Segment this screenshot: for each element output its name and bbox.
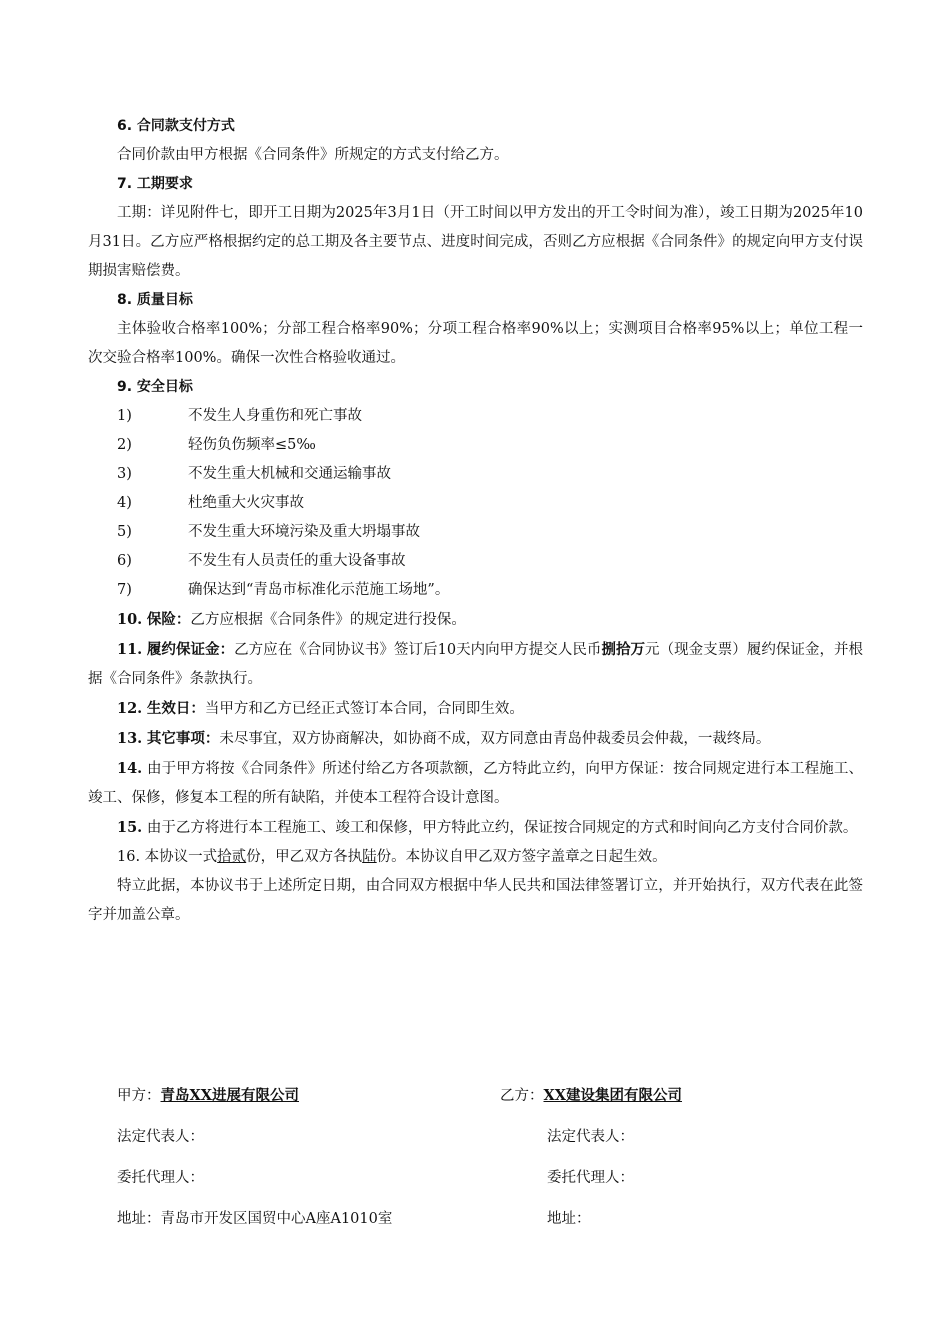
- safety-item-number: 5): [117, 524, 132, 540]
- section-6-text: 合同价款由甲方根据《合同条件》所规定的方式支付给乙方。: [117, 147, 509, 163]
- section-12: [88, 694, 863, 724]
- safety-item: [88, 460, 863, 489]
- section-12-text: 当甲方和乙方已经正式签订本合同，合同即生效。: [204, 701, 524, 717]
- section-11-number: 11.: [117, 641, 143, 658]
- section-16-each: 陆: [362, 849, 377, 865]
- party-a-name: 青岛XX进展有限公司: [160, 1087, 299, 1104]
- safety-item-text: 不发生有人员责任的重大设备事故: [188, 553, 406, 569]
- section-13-label: 其它事项：: [146, 730, 220, 747]
- section-15-number: 15.: [117, 819, 143, 836]
- party-b-label: 乙方：: [500, 1088, 544, 1104]
- section-11-amount: 捌拾万: [601, 641, 646, 658]
- party-a-label: 甲方：: [117, 1088, 161, 1104]
- section-13: [88, 724, 863, 754]
- party-b-name-line: [500, 1086, 682, 1106]
- party-b-name: XX建设集团有限公司: [543, 1087, 682, 1104]
- safety-item-number: 4): [117, 495, 132, 511]
- safety-item-text: 确保达到“青岛市标准化示范施工场地”。: [188, 582, 450, 598]
- section-6-heading: 6. 合同款支付方式: [117, 118, 235, 134]
- safety-item-number: 3): [117, 466, 132, 482]
- section-9-heading: 9. 安全目标: [117, 379, 193, 395]
- section-16-text-pre: 16. 本协议一式: [117, 849, 218, 865]
- section-16-text-post: 份。本协议自甲乙双方签字盖章之日起生效。: [376, 849, 667, 865]
- section-16-copies: 拾贰: [217, 849, 247, 865]
- safety-item: [88, 431, 863, 460]
- section-11-label: 履约保证金：: [146, 641, 235, 658]
- contract-body: [88, 112, 863, 930]
- section-15: [88, 813, 863, 843]
- party-a-representative: 法定代表人：: [117, 1129, 204, 1145]
- safety-item-text: 杜绝重大火灾事故: [188, 495, 304, 511]
- section-16: [88, 843, 863, 872]
- safety-item-number: 2): [117, 437, 132, 453]
- section-16-text-mid: 份，甲乙双方各执: [246, 849, 363, 865]
- section-11-text-post: 元（现金支票）履约保证金，并根据《合同条件》条款执行。: [88, 642, 864, 687]
- section-15-text: 由于乙方将进行本工程施工、竣工和保修，甲方特此立约，保证按合同规定的方式和时间向乙方支付合同价款。: [146, 820, 858, 836]
- section-10-number: 10.: [117, 611, 143, 628]
- section-13-number: 13.: [117, 730, 143, 747]
- safety-item-text: 不发生重大机械和交通运输事故: [188, 466, 391, 482]
- safety-item-text: 轻伤负伤频率≤5‰: [188, 437, 316, 453]
- safety-item: [88, 547, 863, 576]
- party-a-name-line: [117, 1086, 299, 1106]
- section-8-heading: 8. 质量目标: [117, 292, 193, 308]
- safety-item: [88, 402, 863, 431]
- closing-paragraph: 特立此据，本协议书于上述所定日期，由合同双方根据中华人民共和国法律签署订立，并开始执行，双方代表在此签字并加盖公章。: [88, 878, 863, 923]
- section-12-label: 生效日：: [146, 700, 205, 717]
- section-11: [88, 635, 863, 694]
- safety-item-number: 1): [117, 408, 132, 424]
- party-b-agent: 委托代理人：: [547, 1170, 634, 1186]
- safety-item-number: 7): [117, 582, 132, 598]
- section-10-text: 乙方应根据《合同条件》的规定进行投保。: [190, 612, 466, 628]
- section-10-label: 保险：: [146, 611, 191, 628]
- section-10: [88, 605, 863, 635]
- section-7-text: 工期：详见附件七，即开工日期为2025年3月1日（开工时间以甲方发出的开工令时间为准），竣工日期为2025年10月31日。乙方应严格根据约定的总工期及各主要节点、进度时间完成，否则乙方应根据《合同条件》的规定向甲方支付误期损害赔偿费。: [88, 205, 863, 279]
- safety-item: [88, 518, 863, 547]
- party-b-address: 地址：: [547, 1211, 591, 1227]
- section-12-number: 12.: [117, 700, 143, 717]
- party-a-agent: 委托代理人：: [117, 1170, 204, 1186]
- section-14: [88, 754, 863, 813]
- section-8-text: 主体验收合格率100%；分部工程合格率90%；分项工程合格率90%以上；实测项目合格率95%以上；单位工程一次交验合格率100%。确保一次性合格验收通过。: [88, 321, 863, 366]
- party-a-address: 地址：青岛市开发区国贸中心A座A1010室: [117, 1211, 393, 1227]
- section-13-text: 未尽事宜，双方协商解决，如协商不成，双方同意由青岛仲裁委员会仲裁，一裁终局。: [219, 731, 771, 747]
- safety-item: [88, 489, 863, 518]
- safety-item-number: 6): [117, 553, 132, 569]
- safety-item-text: 不发生重大环境污染及重大坍塌事故: [188, 524, 420, 540]
- section-14-number: 14.: [117, 760, 143, 777]
- section-14-text: 由于甲方将按《合同条件》所述付给乙方各项款额，乙方特此立约，向甲方保证：按合同规定进行本工程施工、竣工、保修，修复本工程的所有缺陷，并使本工程符合设计意图。: [88, 761, 864, 806]
- safety-item-text: 不发生人身重伤和死亡事故: [188, 408, 362, 424]
- safety-item: [88, 576, 863, 605]
- party-b-representative: 法定代表人：: [547, 1129, 634, 1145]
- section-7-heading: 7. 工期要求: [117, 176, 193, 192]
- section-11-text-pre: 乙方应在《合同协议书》签订后10天内向甲方提交人民币: [234, 642, 602, 658]
